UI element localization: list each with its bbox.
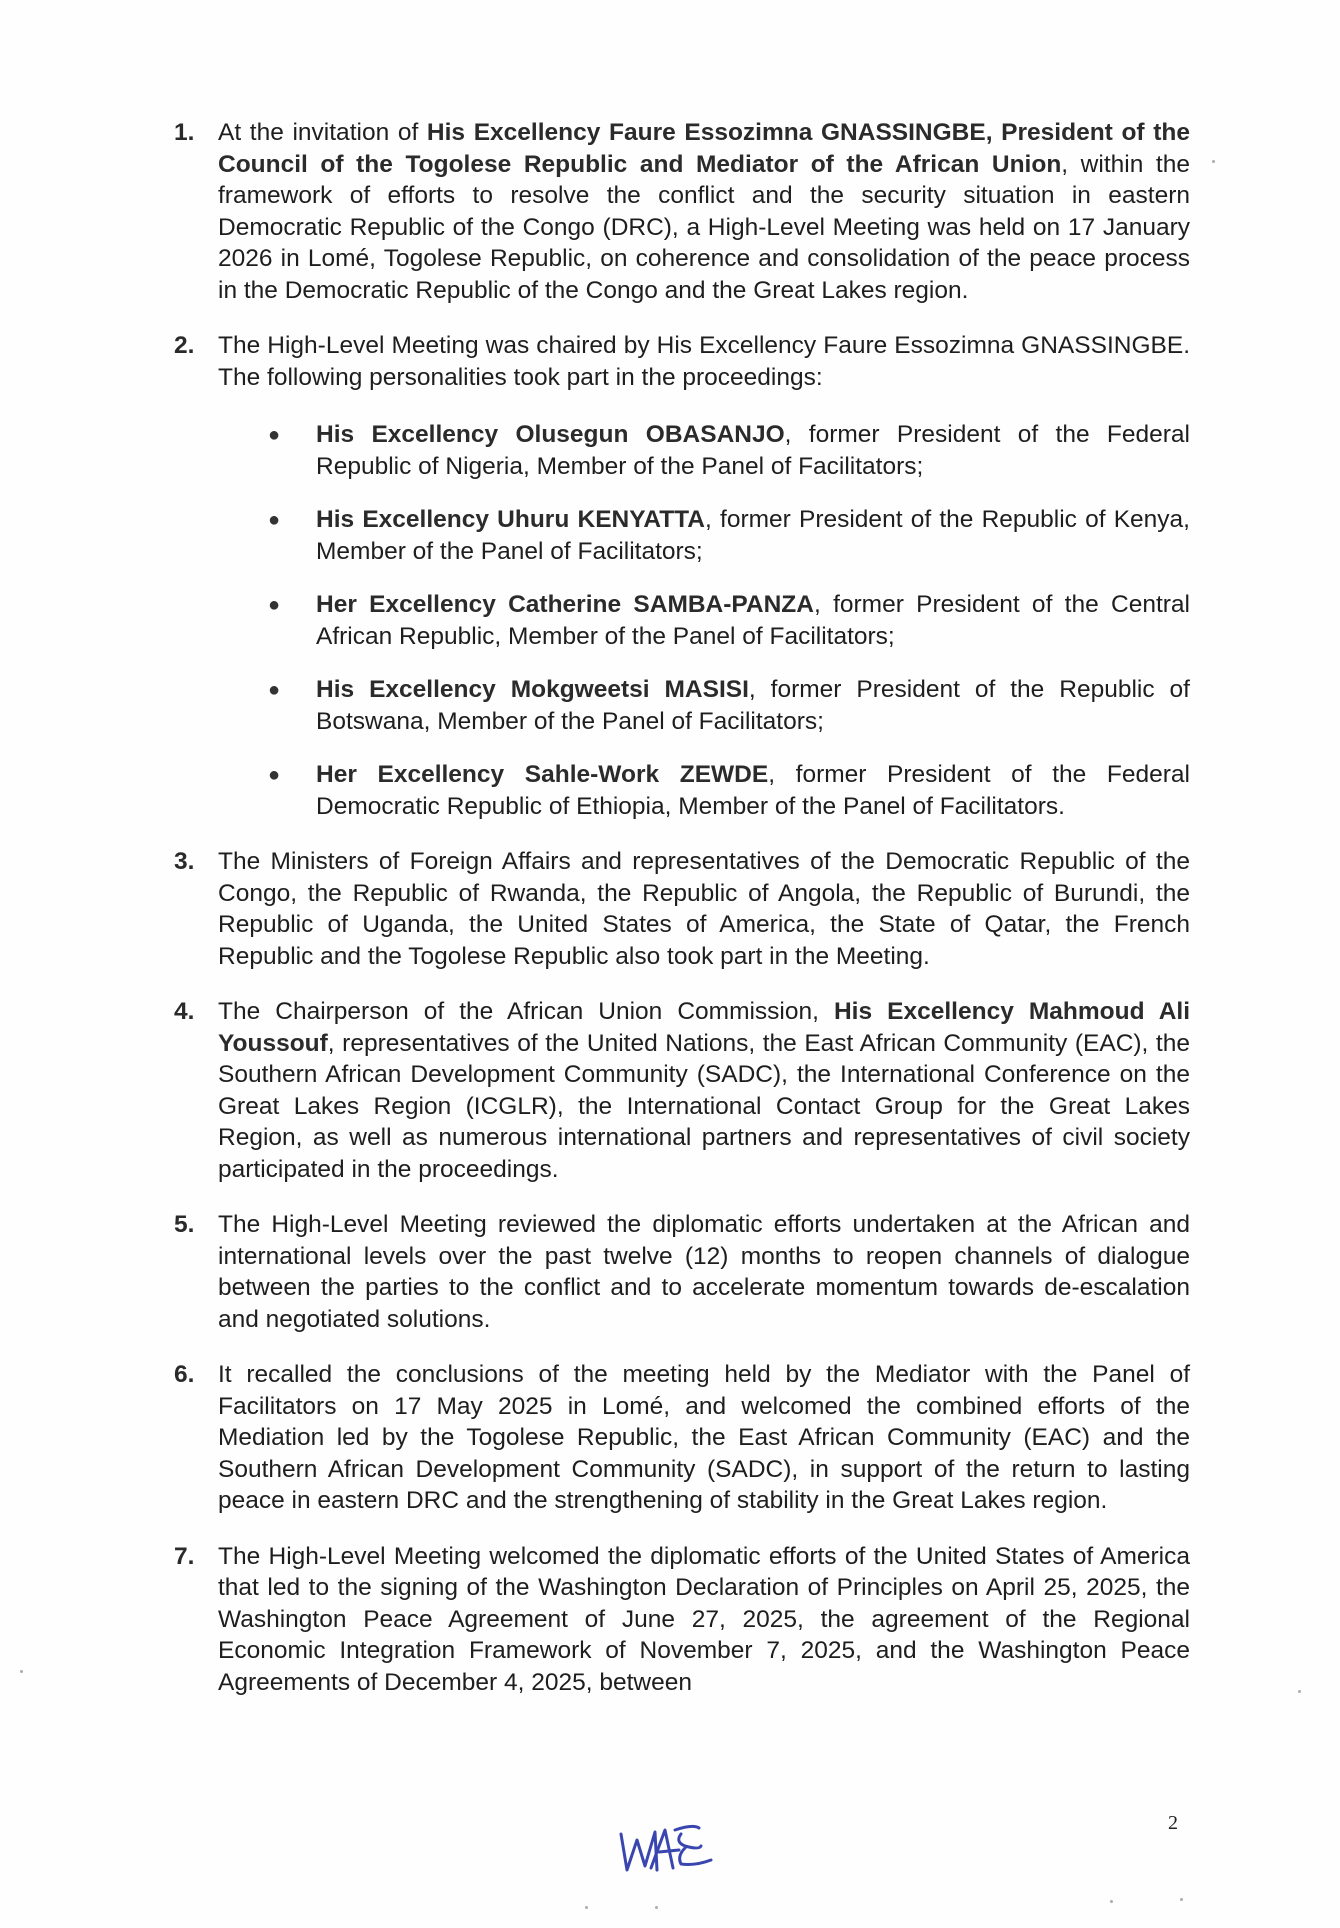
participant-role: , former President of the Republic of Botswana, Member of the Panel of Facilitators; bbox=[316, 676, 1190, 735]
text-segment: The High-Level Meeting welcomed the diplomatic efforts of the United States of America that led to the signing of the Washington Declaration of Principles on April 25, 2025, the Washington Peace Agreement of June 27, 2025, the agreement of the Regional Economic Integration Framework of November 7, 2025, and the Washington Peace Agreements of December 4, 2025, between bbox=[218, 1542, 1190, 1696]
list-item-text bbox=[316, 504, 1190, 567]
paragraph-number: 6. bbox=[174, 1361, 195, 1388]
paragraph-number: 3. bbox=[174, 848, 195, 875]
text-segment: The High-Level Meeting reviewed the diplomatic efforts undertaken at the African and international levels over the past twelve (12) months to reopen channels of dialogue between the parties to the conflict and to accelerate momentum towards de-escalation and negotiated solutions. bbox=[218, 1211, 1190, 1333]
paragraph-text bbox=[218, 1541, 1190, 1699]
text-segment: The Ministers of Foreign Affairs and representatives of the Democratic Republic of the Congo, the Republic of Rwanda, the Republic of Angola, the Republic of Burundi, the Republic of Uganda, the United States of America, the State of Qatar, the French Republic and the Togolese Republic also took part in the Meeting. bbox=[218, 848, 1190, 970]
paragraph-7 bbox=[170, 1541, 1190, 1699]
paragraph-number: 5. bbox=[174, 1211, 195, 1238]
participant-role: , former President of the Federal Democratic Republic of Ethiopia, Member of the Panel of Facilitators. bbox=[316, 761, 1190, 820]
paragraph-number: 1. bbox=[174, 119, 195, 146]
bullet-icon: ● bbox=[268, 594, 281, 616]
paragraph-number: 7. bbox=[174, 1542, 195, 1570]
paragraph-1 bbox=[170, 117, 1190, 306]
list-item bbox=[268, 419, 1190, 482]
scan-speck bbox=[20, 1670, 23, 1673]
paragraph-text bbox=[218, 330, 1190, 822]
participant-name: His Excellency Olusegun OBASANJO bbox=[316, 421, 785, 448]
participant-name: Her Excellency Sahle-Work ZEWDE bbox=[316, 761, 769, 788]
participants-list bbox=[218, 419, 1190, 822]
participant-role: , former President of the Central African Republic, Member of the Panel of Facilitators; bbox=[316, 591, 1190, 650]
bold-text-segment: His Excellency Faure Essozimna GNASSINGBE, President of the Council of the Togolese Republic and Mediator of the African Union bbox=[218, 119, 1190, 178]
handwritten-initials-icon bbox=[615, 1820, 725, 1880]
paragraph-3 bbox=[170, 846, 1190, 972]
list-item bbox=[268, 674, 1190, 737]
paragraph-number: 2. bbox=[174, 332, 195, 359]
bullet-icon: ● bbox=[268, 424, 281, 446]
list-item bbox=[268, 589, 1190, 652]
list-item bbox=[268, 759, 1190, 822]
list-item-text bbox=[316, 759, 1190, 822]
list-item-text bbox=[316, 419, 1190, 482]
paragraph-2 bbox=[170, 330, 1190, 822]
participant-name: His Excellency Uhuru KENYATTA bbox=[316, 506, 706, 533]
participant-role: , former President of the Republic of Kenya, Member of the Panel of Facilitators; bbox=[316, 506, 1190, 565]
participant-role: , former President of the Federal Republic of Nigeria, Member of the Panel of Facilitators; bbox=[316, 421, 1190, 480]
paragraph-6 bbox=[170, 1359, 1190, 1517]
paragraph-5 bbox=[170, 1209, 1190, 1335]
text-segment: , representatives of the United Nations, the East African Community (EAC), the Southern African Development Community (SADC), the International Conference on the Great Lakes Region (ICGLR), the International Contact Group for the Great Lakes Region, as well as numerous international partners and representatives of civil society participated in the proceedings. bbox=[218, 1029, 1190, 1183]
paragraph-4 bbox=[170, 996, 1190, 1185]
bullet-icon: ● bbox=[268, 509, 281, 531]
participant-name: His Excellency Mokgweetsi MASISI bbox=[316, 676, 749, 703]
text-segment: , within the framework of efforts to resolve the conflict and the security situation in eastern Democratic Republic of the Congo (DRC), a High-Level Meeting was held on 17 January 2026 in Lomé, Togolese Republic, on coherence and consolidation of the peace process in the Democratic Republic of the Congo and the Great Lakes region. bbox=[218, 150, 1190, 304]
text-segment: It recalled the conclusions of the meeting held by the Mediator with the Panel of Facilitators on 17 May 2025 in Lomé, and welcomed the combined efforts of the Mediation led by the Togolese Republic, the East African Community (EAC) and the Southern African Development Community (SADC), in support of the return to lasting peace in eastern DRC and the strengthening of stability in the Great Lakes region. bbox=[218, 1361, 1190, 1514]
paragraph-text bbox=[218, 996, 1190, 1185]
document-body bbox=[170, 117, 1190, 1722]
bullet-icon: ● bbox=[268, 679, 281, 701]
text-segment: The Chairperson of the African Union Commission, bbox=[218, 998, 834, 1025]
scan-speck bbox=[1298, 1690, 1301, 1693]
paragraph-number: 4. bbox=[174, 998, 195, 1025]
list-item bbox=[268, 504, 1190, 567]
list-item-text bbox=[316, 674, 1190, 737]
scan-speck bbox=[585, 1906, 588, 1909]
scan-speck bbox=[1110, 1900, 1113, 1903]
paragraph-text bbox=[218, 1209, 1190, 1335]
page-number: 2 bbox=[1168, 1812, 1178, 1834]
text-segment: At the invitation of bbox=[218, 119, 427, 146]
paragraph-text bbox=[218, 846, 1190, 972]
participant-name: Her Excellency Catherine SAMBA-PANZA bbox=[316, 591, 814, 618]
scan-speck bbox=[1212, 160, 1215, 163]
bullet-icon: ● bbox=[268, 764, 281, 786]
paragraph-text bbox=[218, 117, 1190, 306]
scan-speck bbox=[655, 1906, 658, 1909]
scan-speck bbox=[1180, 1898, 1183, 1901]
bold-text-segment: His Excellency Mahmoud Ali Youssouf bbox=[218, 998, 1190, 1057]
list-item-text bbox=[316, 589, 1190, 652]
paragraph-text bbox=[218, 1359, 1190, 1517]
text-segment: The High-Level Meeting was chaired by His Excellency Faure Essozimna GNASSINGBE. The following personalities took part in the proceedings: bbox=[218, 332, 1190, 391]
